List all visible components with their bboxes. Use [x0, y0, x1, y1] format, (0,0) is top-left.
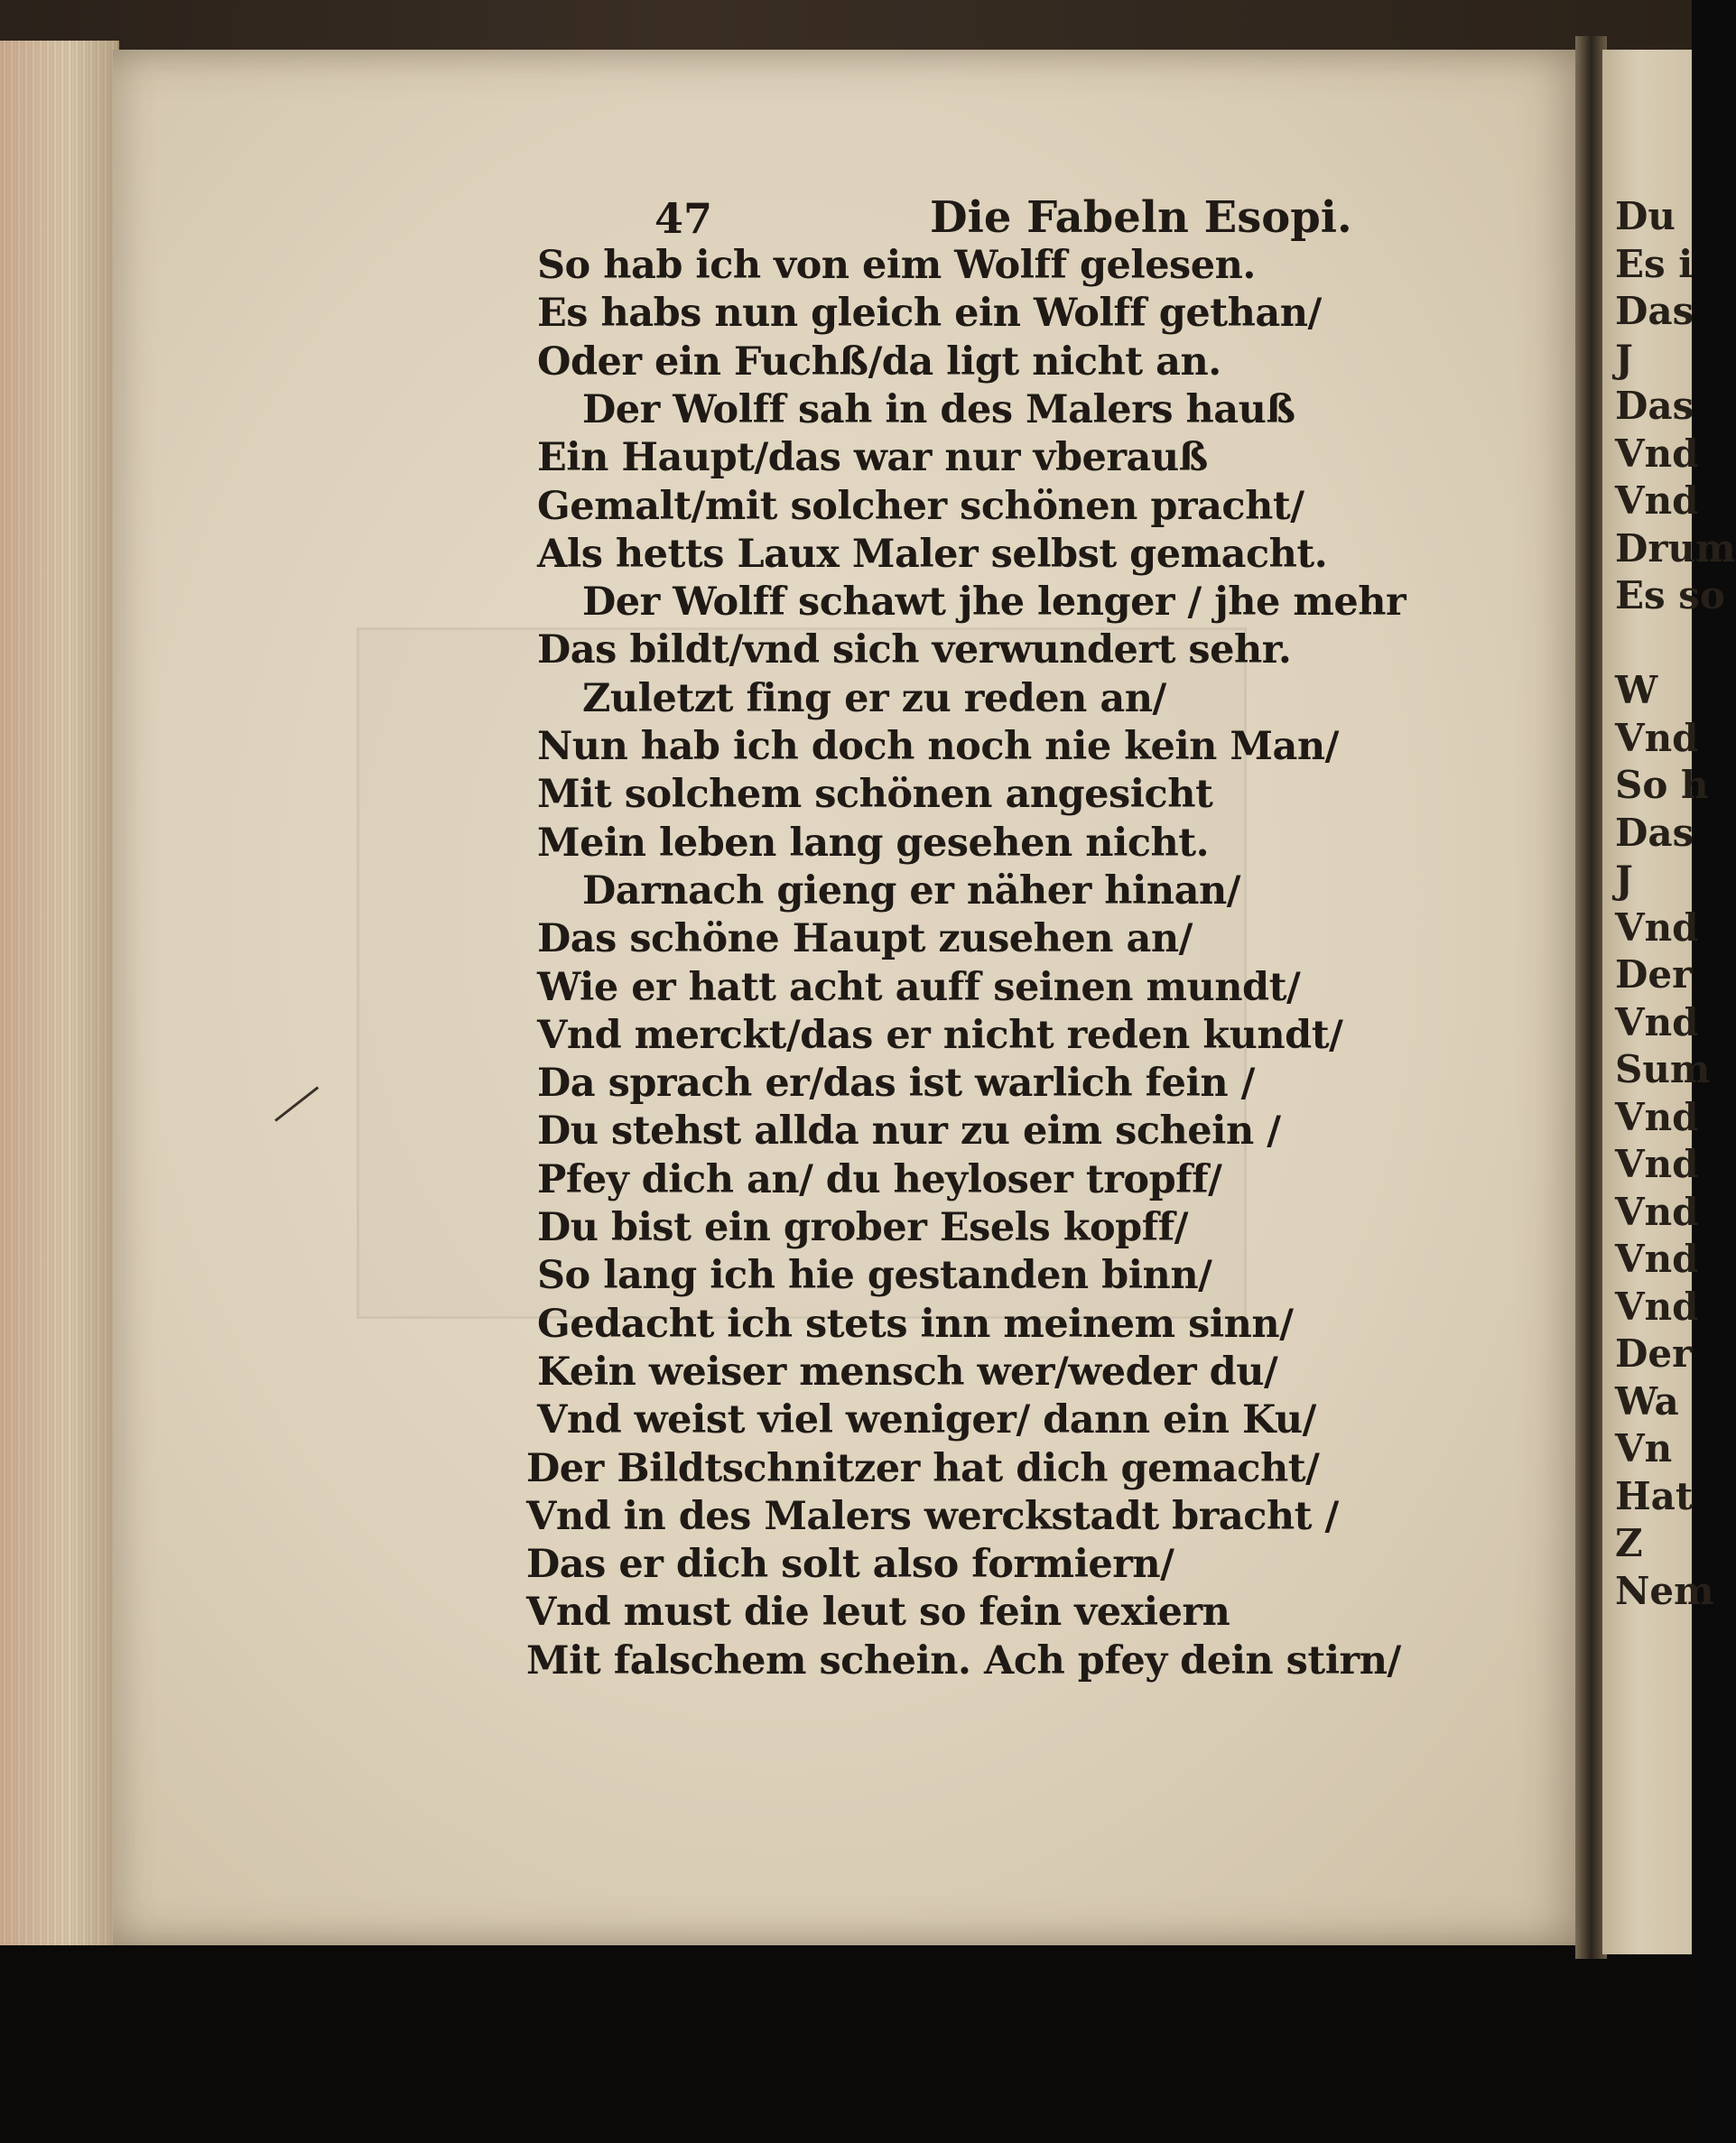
running-head: Die Fabeln Esopi. — [930, 192, 1352, 243]
text-line: Da sprach er/das ist warlich fein / — [537, 1061, 1255, 1106]
text-line: Oder ein Fuchß/da ligt nicht an. — [537, 339, 1221, 385]
facing-text-line: Du — [1615, 194, 1676, 238]
facing-text-line: Drum — [1615, 526, 1736, 571]
text-line: Pfey dich an/ du heyloser tropff/ — [537, 1157, 1222, 1202]
text-line: Nun hab ich doch noch nie kein Man/ — [537, 724, 1339, 769]
text-line: So lang ich hie gestanden binn/ — [537, 1253, 1212, 1298]
facing-text-line: Es i — [1615, 242, 1694, 286]
facing-text-line: Sum — [1615, 1047, 1711, 1091]
facing-text-line: Vnd — [1615, 1142, 1699, 1186]
text-line: Der Bildtschnitzer hat dich gemacht/ — [526, 1446, 1320, 1491]
facing-text-line: Das — [1615, 289, 1694, 333]
text-line: Du bist ein grober Esels kopff/ — [537, 1205, 1188, 1250]
facing-text-line: W — [1615, 668, 1658, 712]
scan-background — [0, 1959, 1692, 2143]
facing-text-line: Vnd — [1615, 905, 1699, 950]
text-line: So hab ich von eim Wolff gelesen. — [537, 243, 1256, 288]
facing-text-line: J — [1615, 337, 1633, 381]
left-page — [113, 50, 1593, 1945]
facing-text-line: Z — [1615, 1521, 1643, 1565]
text-line: Der Wolff schawt jhe lenger / jhe mehr — [582, 580, 1406, 625]
text-line: Vnd merckt/das er nicht reden kundt/ — [537, 1013, 1343, 1058]
text-line: Das bildt/vnd sich verwundert sehr. — [537, 627, 1292, 673]
facing-text-line: Wa — [1615, 1379, 1679, 1424]
text-line: Als hetts Laux Maler selbst gemacht. — [537, 532, 1328, 577]
text-line: Vnd weist viel weniger/ dann ein Ku/ — [537, 1397, 1316, 1443]
text-line: Wie er hatt acht auff seinen mundt/ — [537, 965, 1301, 1010]
facing-text-line: J — [1615, 858, 1633, 902]
text-line: Gedacht ich stets inn meinem sinn/ — [537, 1302, 1294, 1347]
facing-text-line: Hat — [1615, 1474, 1694, 1518]
text-line: Das er dich solt also formiern/ — [526, 1542, 1174, 1587]
page-stack-edge — [0, 41, 119, 1945]
facing-text-line: Vn — [1615, 1426, 1673, 1470]
facing-text-line: Vnd — [1615, 1237, 1699, 1281]
facing-text-line: Vnd — [1615, 1000, 1699, 1044]
text-line: Mit solchem schönen angesicht — [537, 772, 1213, 817]
text-line: Vnd must die leut so fein vexiern — [526, 1590, 1230, 1635]
facing-text-line: Vnd — [1615, 1095, 1699, 1139]
text-line: Vnd in des Malers werckstadt bracht / — [526, 1494, 1339, 1539]
text-line: Gemalt/mit solcher schönen pracht/ — [537, 484, 1304, 529]
facing-text-line: Der — [1615, 952, 1693, 997]
margin-pencil-mark — [274, 1086, 319, 1121]
facing-text-line: Vnd — [1615, 431, 1699, 476]
text-line: Das schöne Haupt zusehen an/ — [537, 916, 1193, 961]
text-line: Darnach gieng er näher hinan/ — [582, 868, 1240, 914]
facing-text-line: Es so — [1615, 573, 1725, 617]
facing-text-line: Nem — [1615, 1569, 1714, 1613]
facing-text-line: Vnd — [1615, 1190, 1699, 1234]
facing-text-line: Vnd — [1615, 478, 1699, 523]
facing-text-line: So h — [1615, 763, 1709, 807]
text-line: Mein leben lang gesehen nicht. — [537, 821, 1210, 866]
text-line: Zuletzt fing er zu reden an/ — [582, 676, 1166, 721]
facing-text-line: Vnd — [1615, 1285, 1699, 1329]
facing-text-line: Das — [1615, 811, 1694, 855]
text-line: Du stehst allda nur zu eim schein / — [537, 1109, 1281, 1154]
text-line: Der Wolff sah in des Malers hauß — [582, 387, 1295, 432]
facing-text-line: Der — [1615, 1331, 1693, 1376]
text-line: Kein weiser mensch wer/weder du/ — [537, 1350, 1278, 1395]
facing-text-line: Vnd — [1615, 716, 1699, 760]
facing-page — [1602, 50, 1736, 1954]
facing-text-line: Das — [1615, 384, 1694, 428]
text-line: Es habs nun gleich ein Wolff gethan/ — [537, 291, 1322, 336]
text-line: Mit falschem schein. Ach pfey dein stirn/ — [526, 1638, 1401, 1684]
page-number: 47 — [654, 194, 713, 243]
text-line: Ein Haupt/das war nur vberauß — [537, 435, 1208, 480]
